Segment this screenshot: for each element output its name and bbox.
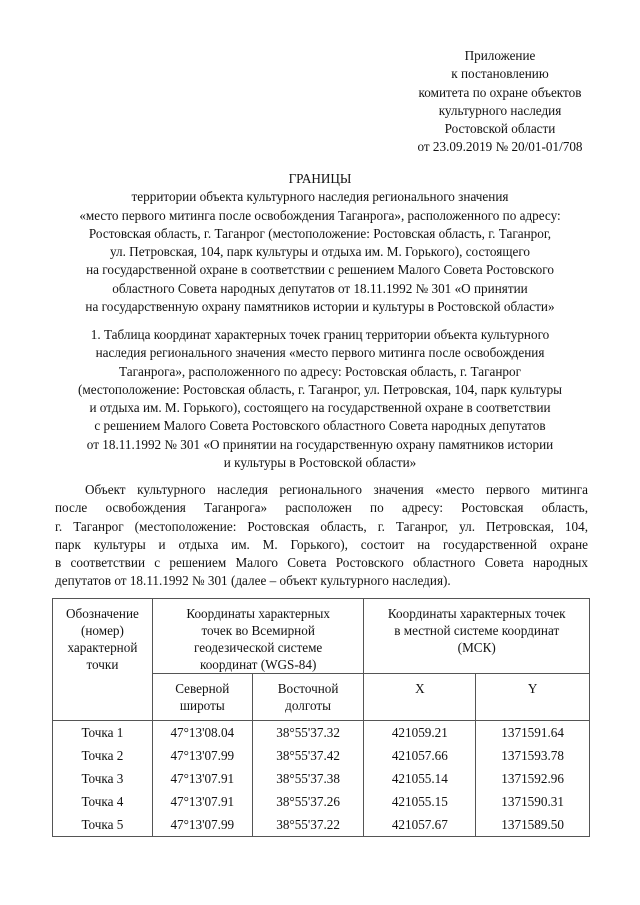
east-longitude: 38°55'37.42 bbox=[252, 744, 364, 767]
section-1-heading bbox=[40, 326, 600, 472]
header-east-longitude: Восточной долготы bbox=[252, 674, 364, 721]
y-coordinate: 1371590.31 bbox=[476, 790, 590, 813]
north-latitude: 47°13'08.04 bbox=[152, 721, 252, 745]
table-row bbox=[53, 813, 590, 837]
paragraph-line: Объект культурного наследия регионального значения «место первого митинга bbox=[85, 482, 588, 497]
header-x: X bbox=[364, 674, 476, 721]
header-y: Y bbox=[476, 674, 590, 721]
north-latitude: 47°13'07.91 bbox=[152, 790, 252, 813]
east-longitude: 38°55'37.32 bbox=[252, 721, 364, 745]
section-line: (местоположение: Ростовская область, г. Таганрог, ул. Петровская, 104, парк культуры bbox=[77, 381, 563, 397]
title-line: на государственную охрану памятников истории и культуры в Ростовской области» bbox=[85, 299, 555, 315]
object-description bbox=[55, 481, 588, 591]
paragraph-line: г. Таганрог (местоположение: Ростовская область, г. Таганрог, ул. Петровская, 104, bbox=[55, 518, 588, 534]
title-line: на государственной охране в соответствии с решением Малого Совета Ростовского bbox=[86, 262, 554, 278]
appendix-line: от 23.09.2019 № 20/01-01/708 bbox=[417, 139, 583, 155]
paragraph-line: парк культуры и отдыха им. М. Горького), состоит на государственной охране bbox=[55, 536, 588, 552]
y-coordinate: 1371589.50 bbox=[476, 813, 590, 837]
section-line: и культуры в Ростовской области» bbox=[223, 455, 417, 471]
appendix-header bbox=[380, 47, 620, 157]
north-latitude: 47°13'07.99 bbox=[152, 813, 252, 837]
table-row bbox=[53, 744, 590, 767]
title-line: ул. Петровская, 104, парк культуры и отдыха им. М. Горького), состоящего bbox=[109, 244, 531, 260]
paragraph-line: депутатов от 18.11.1992 № 301 (далее – объект культурного наследия). bbox=[55, 573, 451, 589]
title-line: территории объекта культурного наследия регионального значения bbox=[131, 189, 509, 205]
section-line: наследия регионального значения «место первого митинга после освобождения bbox=[95, 345, 545, 361]
section-line: Таганрога», расположенного по адресу: Ростовская область, г. Таганрог bbox=[118, 363, 521, 379]
appendix-line: комитета по охране объектов bbox=[418, 84, 582, 100]
coordinates-table bbox=[52, 598, 590, 837]
document-title bbox=[40, 170, 600, 316]
title-line: Ростовская область, г. Таганрог (местоположение: Ростовская область, г. Таганрог, bbox=[88, 225, 552, 241]
point-name: Точка 2 bbox=[53, 744, 153, 767]
y-coordinate: 1371593.78 bbox=[476, 744, 590, 767]
x-coordinate: 421055.14 bbox=[364, 767, 476, 790]
x-coordinate: 421057.67 bbox=[364, 813, 476, 837]
paragraph-line: после освобождения Таганрога» расположен по адресу: Ростовская область, bbox=[55, 500, 588, 516]
point-name: Точка 5 bbox=[53, 813, 153, 837]
x-coordinate: 421059.21 bbox=[364, 721, 476, 745]
y-coordinate: 1371592.96 bbox=[476, 767, 590, 790]
section-line: 1. Таблица координат характерных точек границ территории объекта культурного bbox=[90, 327, 550, 342]
appendix-line: Приложение bbox=[464, 48, 536, 63]
north-latitude: 47°13'07.91 bbox=[152, 767, 252, 790]
section-line: и отдыха им. М. Горького), состоящего на государственной охране в соответствии bbox=[89, 400, 551, 416]
point-name: Точка 3 bbox=[53, 767, 153, 790]
x-coordinate: 421055.15 bbox=[364, 790, 476, 813]
north-latitude: 47°13'07.99 bbox=[152, 744, 252, 767]
header-msk: Координаты характерных точек в местной системе координат (МСК) bbox=[364, 599, 590, 674]
title-line: «место первого митинга после освобождения Таганрога», расположенного по адресу: bbox=[79, 207, 561, 223]
header-wgs84: Координаты характерных точек во Всемирной геодезической системе координат (WGS-84) bbox=[152, 599, 364, 674]
title-heading: ГРАНИЦЫ bbox=[288, 171, 352, 186]
appendix-line: к постановлению bbox=[451, 66, 549, 82]
header-north-latitude: Северной широты bbox=[152, 674, 252, 721]
title-line: областного Совета народных депутатов от 18.11.1992 № 301 «О принятии bbox=[112, 280, 528, 296]
header-designation: Обозначение (номер) характерной точки bbox=[53, 599, 153, 721]
point-name: Точка 1 bbox=[53, 721, 153, 745]
table-row bbox=[53, 721, 590, 745]
point-name: Точка 4 bbox=[53, 790, 153, 813]
table-row bbox=[53, 790, 590, 813]
east-longitude: 38°55'37.22 bbox=[252, 813, 364, 837]
east-longitude: 38°55'37.38 bbox=[252, 767, 364, 790]
paragraph-line: в соответствии с решением Малого Совета Ростовского областного Совета народных bbox=[55, 555, 588, 571]
x-coordinate: 421057.66 bbox=[364, 744, 476, 767]
y-coordinate: 1371591.64 bbox=[476, 721, 590, 745]
appendix-line: Ростовской области bbox=[444, 121, 556, 137]
section-line: с решением Малого Совета Ростовского областного Совета народных депутатов bbox=[94, 418, 546, 434]
east-longitude: 38°55'37.26 bbox=[252, 790, 364, 813]
table-row bbox=[53, 767, 590, 790]
appendix-line: культурного наследия bbox=[438, 102, 562, 118]
section-line: от 18.11.1992 № 301 «О принятии на государственную охрану памятников истории bbox=[86, 436, 554, 452]
